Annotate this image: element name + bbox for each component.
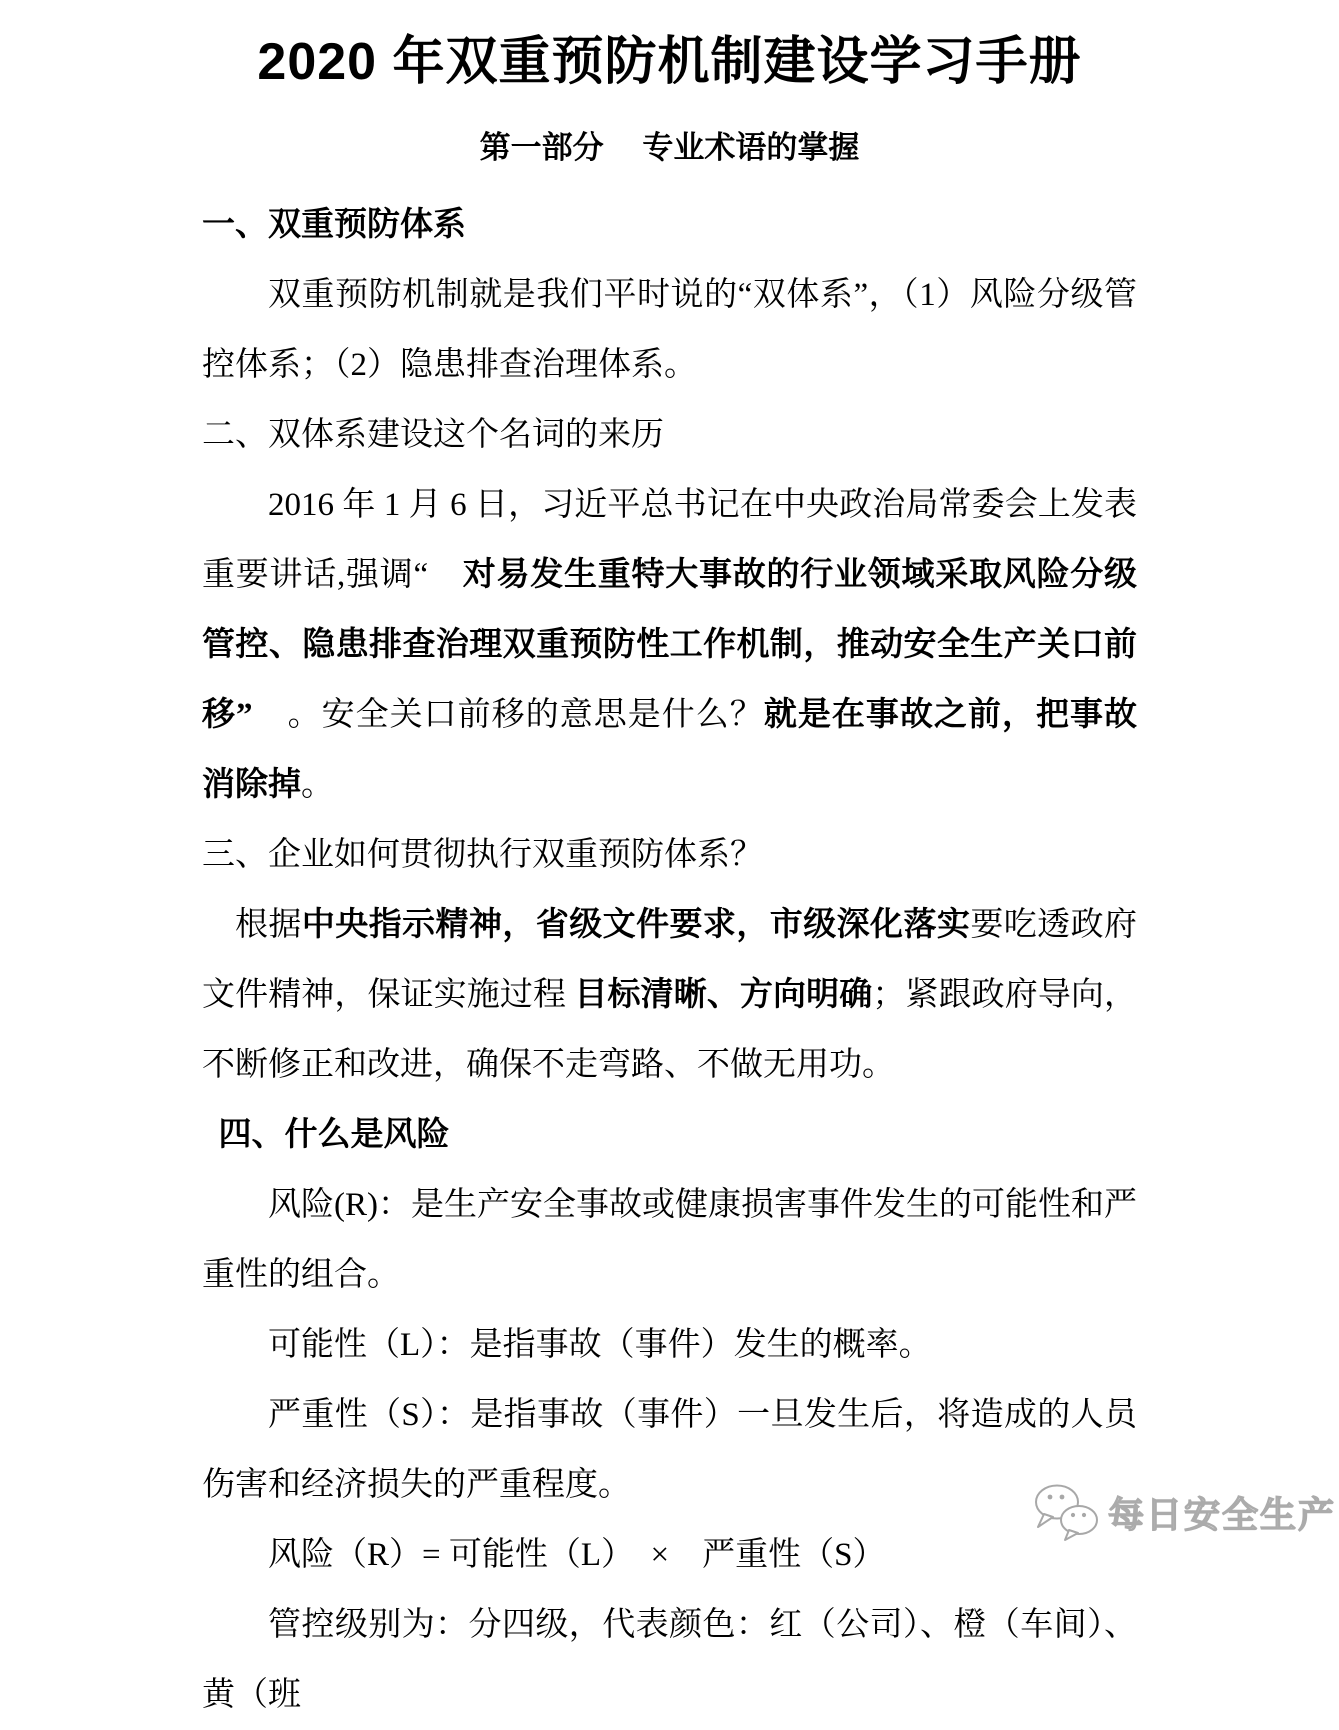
paragraph <box>202 1170 1137 1310</box>
section-heading <box>202 400 1137 470</box>
bold-text-run: 四、什么是风险 <box>218 1117 450 1153</box>
paragraph <box>202 1310 1137 1380</box>
paragraph <box>202 1520 1137 1590</box>
watermark-brand: 每日安全生产 <box>1108 1493 1337 1535</box>
text-run: 管控级别为：分四级，代表颜色：红（公司）、橙（车间）、黄（班 <box>202 1607 1137 1713</box>
section-heading <box>202 1100 1137 1170</box>
text-run: 二、双体系建设这个名词的来历 <box>202 417 664 453</box>
text-run: 双重预防机制就是我们平时说的“双体系”，（1）风险分级管控体系；（2）隐患排查治理体系。 <box>202 277 1137 383</box>
paragraph <box>202 1590 1137 1730</box>
text-run: 根据 <box>235 907 302 943</box>
text-run: 可能性（L）：是指事故（事件）发生的概率。 <box>268 1327 932 1363</box>
document-subtitle: 第一部分 专业术语的掌握 <box>479 130 860 165</box>
text-run: 严重性（S）：是指事故（事件）一旦发生后，将造成的人员伤害和经济损失的严重程度。 <box>202 1397 1137 1503</box>
text-run: 2016 年 1 月 6 日，习近平总书记在中央政治局常委会上发表重要讲话,强调“ <box>202 487 1137 593</box>
text-run: 。安全关口前移的意思是什么？ <box>252 697 764 733</box>
text-run: 三、企业如何贯彻执行双重预防体系？ <box>202 837 763 873</box>
paragraph <box>202 1380 1137 1520</box>
paragraph <box>202 890 1137 1100</box>
watermark <box>1030 1482 1336 1542</box>
text-run: 风险(R)：是生产安全事故或健康损害事件发生的可能性和严重性的组合。 <box>202 1187 1137 1293</box>
bold-text-run: 一、双重预防体系 <box>202 207 466 243</box>
paragraph <box>202 260 1137 400</box>
text-run: 。 <box>301 767 334 803</box>
bold-text-run: 中央指示精神，省级文件要求，市级深化落实 <box>301 907 971 943</box>
wechat-chat-bubbles-icon <box>1030 1482 1102 1542</box>
text-run: 风险（R）= 可能性（L） × 严重性（S） <box>268 1537 886 1573</box>
text-run: ；紧跟政府导向，不断修正和改进，确保不走弯路、不做无用功。 <box>202 977 1138 1083</box>
section-heading <box>202 820 1137 890</box>
bold-text-run: 目标清晰、方向明确 <box>574 977 873 1013</box>
document-title: 2020 年双重预防机制建设学习手册 <box>257 33 1082 91</box>
section-heading <box>202 190 1137 260</box>
bold-text-run: 对易发生重特大事故的行业领域采取风险分级管控、隐患排查治理双重预防性工作机制，推动安全生产关口前移” <box>202 557 1138 733</box>
text-run: 要吃透政府文件精神，保证实施过程 <box>202 907 1138 1013</box>
paragraph <box>202 470 1137 820</box>
bold-text-run: 就是在事故之前，把事故消除掉 <box>202 697 1138 803</box>
